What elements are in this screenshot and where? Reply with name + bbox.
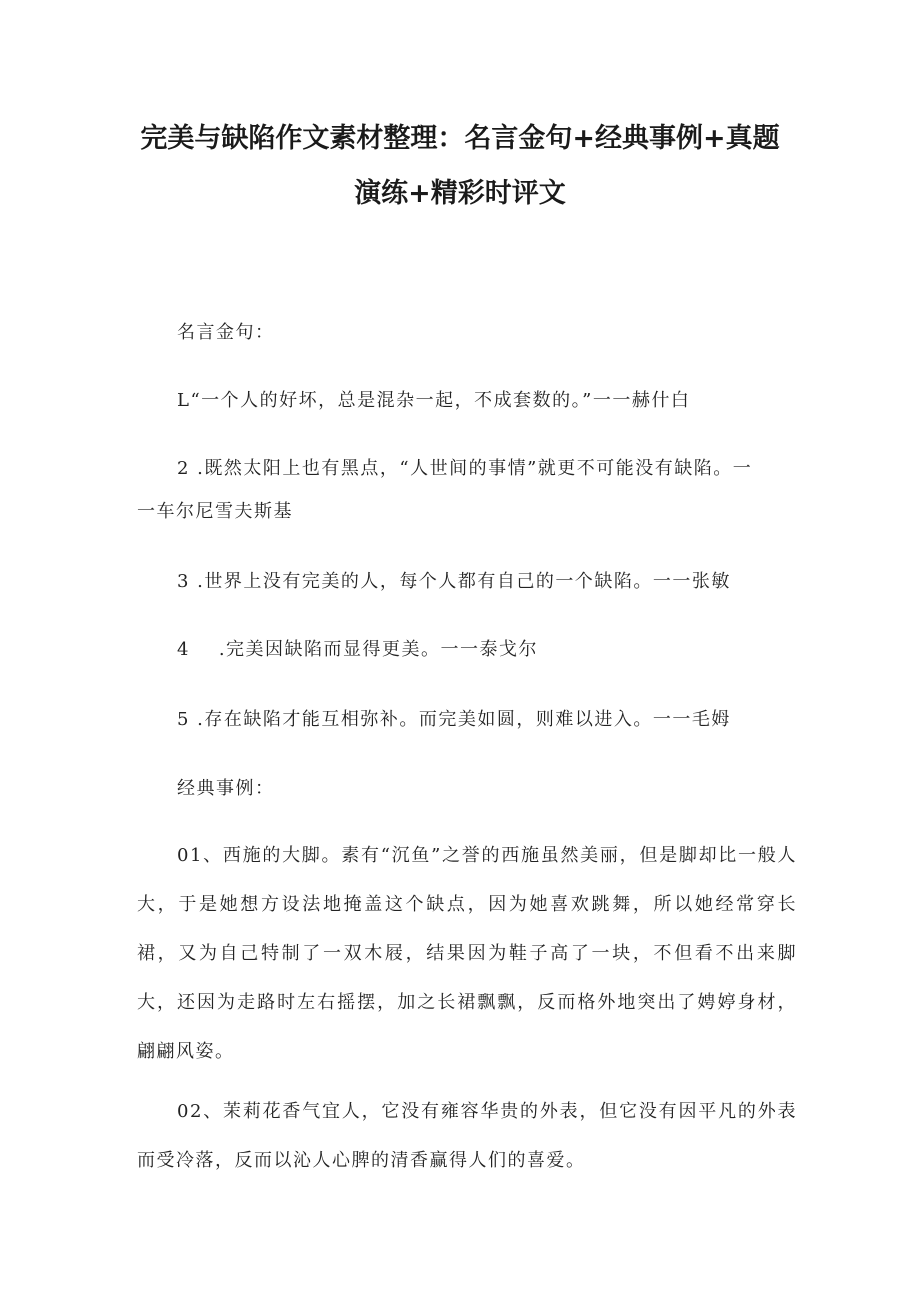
quote-5: 5 .存在缺陷才能互相弥补。而完美如圆，则难以进入。一一毛姆 [177,709,731,730]
examples-heading: 经典事例： [177,778,275,799]
document-title-line-1: 完美与缺陷作文素材整理：名言金句+经典事例+真题 [140,123,780,154]
example-paragraph-01: 01、西施的大脚。素有“沉鱼”之誉的西施虽然美丽，但是脚却比一般人大，于是她想方设法地掩盖这个缺点，因为她喜欢跳舞，所以她经常穿长裙，又为自己特制了一双木屐，结果因为鞋子高了一块，不但看不出来脚大，还因为走路时左右摇摆，加之长裙飘飘，反而格外地突出了娉婷身材，翩翩风姿。 [137,845,797,1062]
quote-1: L“一个人的好坏，总是混杂一起，不成套数的。”一一赫什白 [177,390,691,411]
quote-4: 4 .完美因缺陷而显得更美。一一泰戈尔 [177,639,539,660]
quote-3: 3 .世界上没有完美的人，每个人都有自己的一个缺陷。一一张敏 [177,571,731,592]
quote-2: 2 .既然太阳上也有黑点，“人世间的事情”就更不可能没有缺陷。一 [177,458,753,479]
quotes-heading: 名言金句： [177,322,275,343]
quote-2-continuation: 一车尔尼雪夫斯基 [137,501,293,522]
document-title-line-2: 演练+精彩时评文 [354,178,566,209]
example-paragraph-02: 02、茉莉花香气宜人，它没有雍容华贵的外表，但它没有因平凡的外表而受冷落，反而以沁人心脾的清香赢得人们的喜爱。 [137,1101,797,1171]
